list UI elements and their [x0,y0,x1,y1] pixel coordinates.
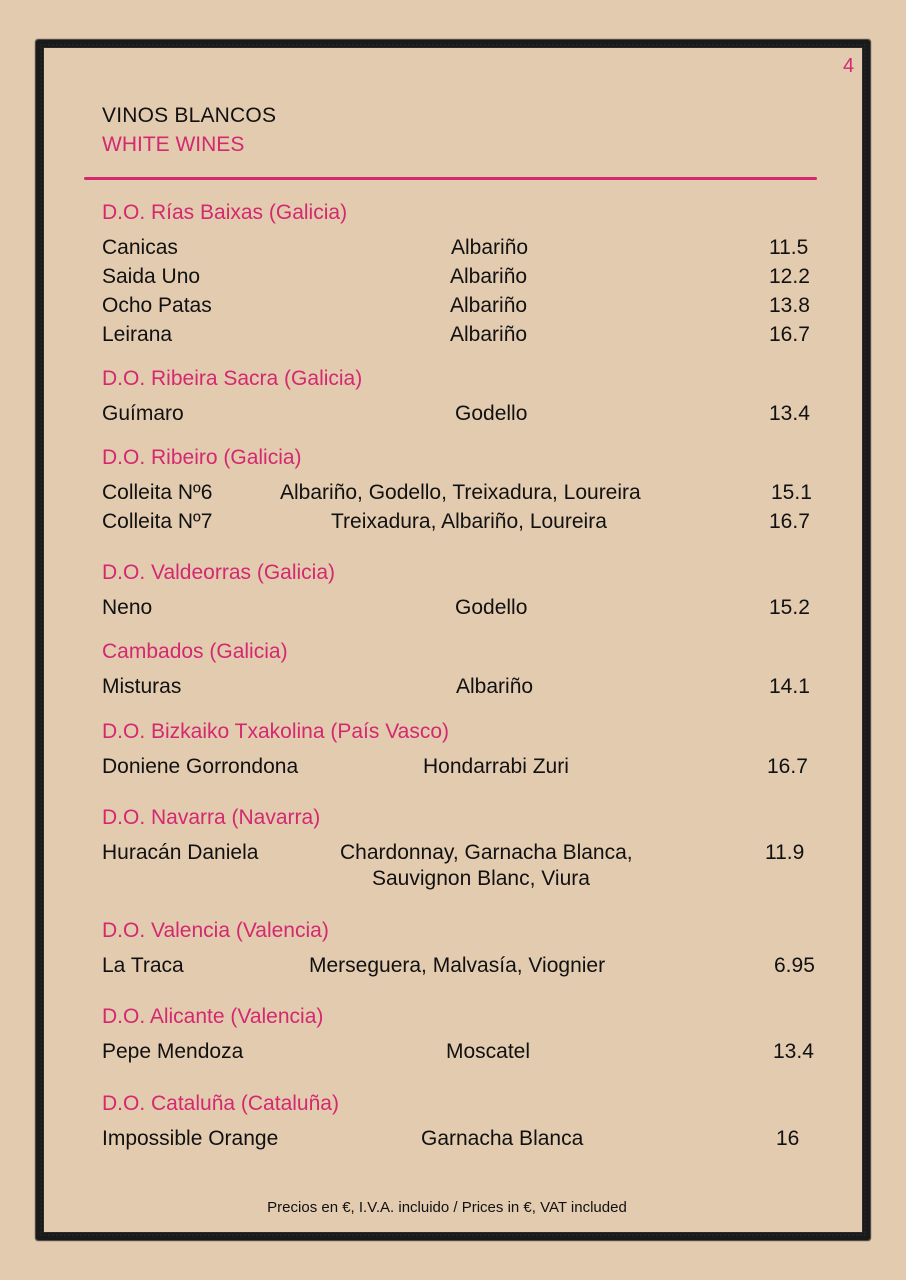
wine-name: Colleita Nº6 [102,481,213,504]
wine-grape: Garnacha Blanca [421,1127,584,1150]
wine-name: Ocho Patas [102,294,212,317]
wine-price: 15.2 [769,596,810,619]
region-heading: D.O. Rías Baixas (Galicia) [102,201,348,224]
wine-name: Canicas [102,236,178,259]
wine-grape: Godello [455,596,528,619]
wine-name: Saida Uno [102,265,201,288]
wine-name: Neno [102,596,153,619]
wine-name: Misturas [102,675,182,698]
price-footnote: Precios en €, I.V.A. incluido / Prices in €, VAT included [267,1199,627,1216]
wine-price: 6.95 [774,954,815,977]
wine-price: 14.1 [769,675,810,698]
wine-grape: Hondarrabi Zuri [423,755,569,778]
region-heading: D.O. Valdeorras (Galicia) [102,561,336,584]
region-heading: D.O. Valencia (Valencia) [102,919,329,942]
wine-grape: Albariño [456,675,534,698]
wine-grape: Moscatel [446,1040,531,1063]
title-divider [84,177,817,180]
section-title-english: WHITE WINES [102,133,245,156]
wine-price: 11.5 [769,236,809,259]
wine-price: 12.2 [769,265,810,288]
region-heading: D.O. Bizkaiko Txakolina (País Vasco) [102,720,450,743]
wine-grape: Merseguera, Malvasía, Viognier [309,954,606,977]
wine-grape: Albariño [450,323,528,346]
wine-price: 13.8 [769,294,810,317]
wine-price: 13.4 [773,1040,814,1063]
wine-name: Leirana [102,323,173,346]
wine-grape: Albariño [451,236,529,259]
wine-name: Impossible Orange [102,1127,279,1150]
wine-name: Pepe Mendoza [102,1040,244,1063]
region-heading: D.O. Ribeira Sacra (Galicia) [102,367,363,390]
wine-grape: Chardonnay, Garnacha Blanca, [340,841,633,864]
wine-grape: Albariño, Godello, Treixadura, Loureira [280,481,641,504]
wine-price: 13.4 [769,402,810,425]
wine-grape-line2: Sauvignon Blanc, Viura [372,867,590,890]
wine-price: 15.1 [771,481,812,504]
wine-grape: Albariño [450,265,528,288]
wine-name: Huracán Daniela [102,841,259,864]
region-heading: Cambados (Galicia) [102,640,288,663]
wine-grape: Godello [455,402,528,425]
wine-grape: Albariño [450,294,528,317]
wine-price: 16.7 [769,323,810,346]
wine-price: 16.7 [769,510,810,533]
wine-price: 11.9 [765,841,805,864]
wine-name: Colleita Nº7 [102,510,213,533]
wine-price: 16.7 [767,755,808,778]
wine-grape: Treixadura, Albariño, Loureira [331,510,607,533]
wine-name: Guímaro [102,402,184,425]
page-number: 4 [843,55,855,77]
wine-price: 16 [776,1127,800,1150]
region-heading: D.O. Alicante (Valencia) [102,1005,324,1028]
region-heading: D.O. Cataluña (Cataluña) [102,1092,339,1115]
wine-name: La Traca [102,954,184,977]
region-heading: D.O. Ribeiro (Galicia) [102,446,302,469]
region-heading: D.O. Navarra (Navarra) [102,806,321,829]
wine-name: Doniene Gorrondona [102,755,299,778]
section-title-spanish: VINOS BLANCOS [102,104,277,127]
